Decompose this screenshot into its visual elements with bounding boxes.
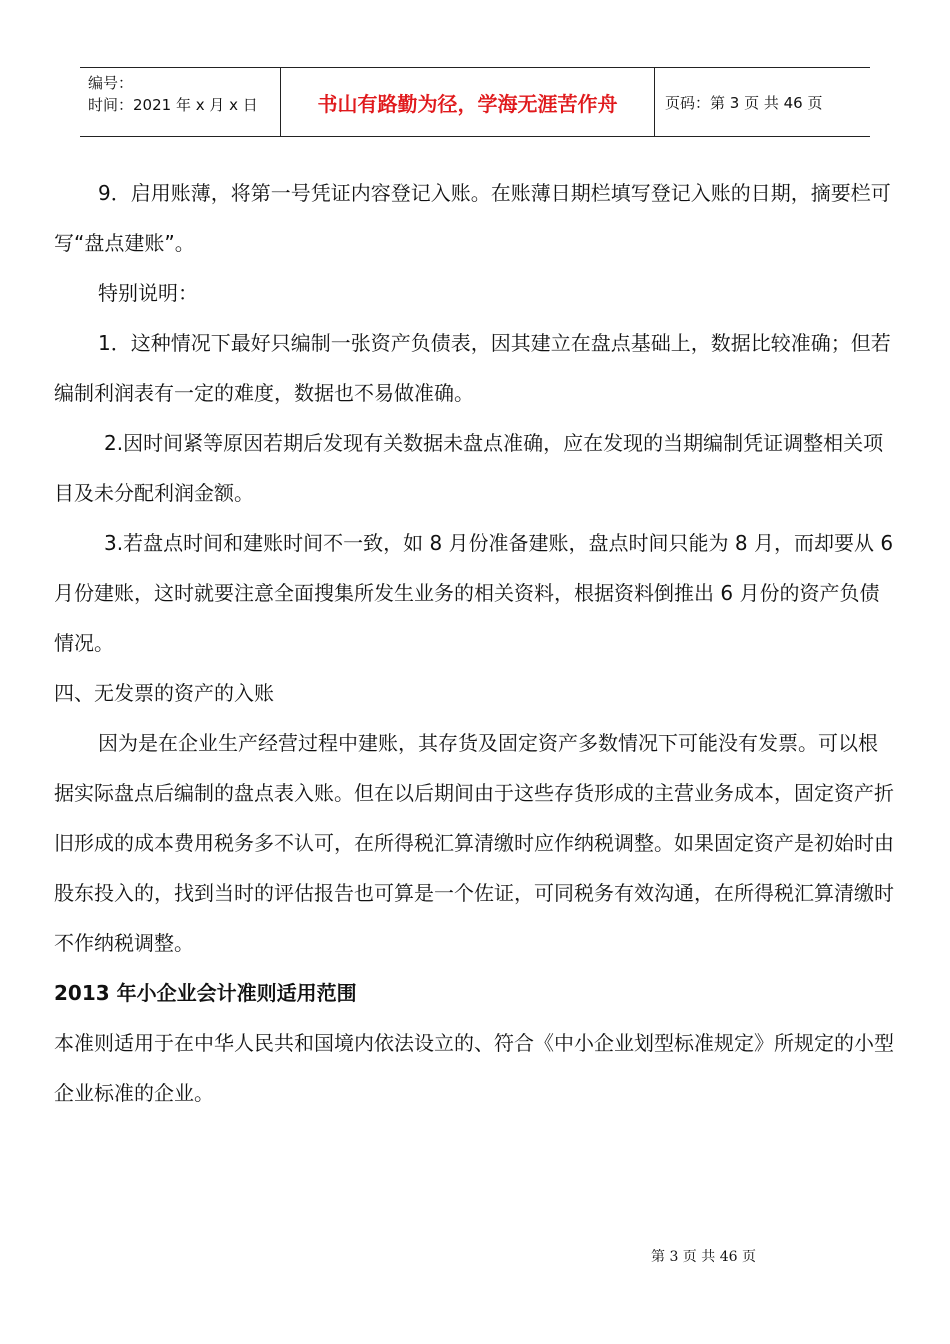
section-heading-4: 四、无发票的资产的入账 [54, 681, 274, 705]
header-meta [80, 68, 281, 136]
paragraph-note-1: 1．这种情况下最好只编制一张资产负债表，因其建立在盘点基础上，数据比较准确；但若编制利润表有一定的难度，数据也不易做准确。 [54, 331, 891, 405]
time-label: 时间：2021 年 x 月 x 日 [88, 96, 258, 114]
paragraph-no-invoice: 因为是在企业生产经营过程中建账，其存货及固定资产多数情况下可能没有发票。可以根据实际盘点后编制的盘点表入账。但在以后期间由于这些存货形成的主营业务成本，固定资产折旧形成的成本费用税务多不认可，在所得税汇算清缴时应作纳税调整。如果固定资产是初始时由股东投入的，找到当时的评估报告也可算是一个佐证，可同税务有效沟通，在所得税汇算清缴时不作纳税调整。 [54, 731, 894, 955]
document-body [54, 168, 894, 1118]
header-motto: 书山有路勤为径，学海无涯苦作舟 [281, 68, 655, 136]
page-header [80, 67, 870, 137]
header-page-info: 页码：第 3 页 共 46 页 [665, 93, 823, 112]
page-footer: 第 3 页 共 46 页 [651, 1249, 756, 1265]
paragraph-scope: 本准则适用于在中华人民共和国境内依法设立的、符合《中小企业划型标准规定》所规定的小型企业标准的企业。 [54, 1031, 894, 1105]
paragraph-special-note-heading: 特别说明： [98, 281, 198, 305]
number-label: 编号： [88, 74, 134, 92]
paragraph-note-3: 3.若盘点时间和建账时间不一致，如 8 月份准备建账，盘点时间只能为 8 月，而却要从 6 月份建账，这时就要注意全面搜集所发生业务的相关资料，根据资料倒推出 6 月份的资产负债情况。 [54, 531, 894, 655]
section-heading-2013: 2013 年小企业会计准则适用范围 [54, 981, 357, 1005]
paragraph-note-2: 2.因时间紧等原因若期后发现有关数据未盘点准确，应在发现的当期编制凭证调整相关项目及未分配利润金额。 [54, 431, 884, 505]
paragraph-step-9: 9．启用账薄，将第一号凭证内容登记入账。在账薄日期栏填写登记入账的日期，摘要栏可写“盘点建账”。 [54, 181, 891, 255]
